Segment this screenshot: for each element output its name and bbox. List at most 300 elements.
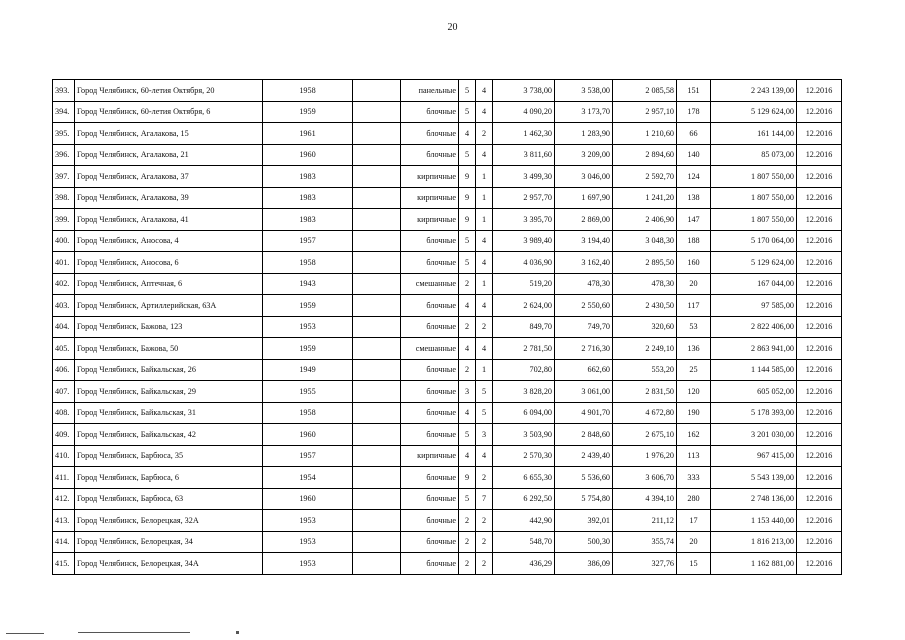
address-cell: Город Челябинск, Агалакова, 15: [75, 123, 263, 145]
area-total-cell: 4 090,20: [493, 101, 555, 123]
area-living-cell: 3 173,70: [555, 101, 613, 123]
date-cell: 12.2016: [797, 101, 842, 123]
cost-cell: 1 816 213,00: [711, 531, 797, 553]
cost-cell: 2 822 406,00: [711, 316, 797, 338]
cost-cell: 2 863 941,00: [711, 338, 797, 360]
year-cell: 1955: [263, 381, 353, 403]
year-cell: 1953: [263, 510, 353, 532]
cost-cell: 85 073,00: [711, 144, 797, 166]
floors-cell: 4: [459, 123, 476, 145]
entrances-cell: 2: [476, 316, 493, 338]
entrances-cell: 4: [476, 295, 493, 317]
address-cell: Город Челябинск, Агалакова, 39: [75, 187, 263, 209]
table-row: [53, 80, 842, 102]
floors-cell: 9: [459, 209, 476, 231]
area-apartments-cell: 3 048,30: [613, 230, 677, 252]
area-total-cell: 3 738,00: [493, 80, 555, 102]
year-cell: 1959: [263, 101, 353, 123]
material-cell: смешанные: [401, 338, 459, 360]
area-apartments-cell: 211,12: [613, 510, 677, 532]
material-cell: блочные: [401, 359, 459, 381]
row-number: 401.: [53, 252, 75, 274]
cost-cell: 1 162 881,00: [711, 553, 797, 575]
table-row: [53, 553, 842, 575]
entrances-cell: 1: [476, 187, 493, 209]
area-total-cell: 3 828,20: [493, 381, 555, 403]
entrances-cell: 7: [476, 488, 493, 510]
date-cell: 12.2016: [797, 80, 842, 102]
cost-cell: 5 129 624,00: [711, 101, 797, 123]
residents-cell: 120: [677, 381, 711, 403]
area-apartments-cell: 2 249,10: [613, 338, 677, 360]
area-total-cell: 519,20: [493, 273, 555, 295]
area-apartments-cell: 2 406,90: [613, 209, 677, 231]
row-number: 397.: [53, 166, 75, 188]
empty-cell: [353, 252, 401, 274]
row-number: 411.: [53, 467, 75, 489]
area-living-cell: 5 754,80: [555, 488, 613, 510]
address-cell: Город Челябинск, Аптечная, 6: [75, 273, 263, 295]
area-apartments-cell: 2 894,60: [613, 144, 677, 166]
area-living-cell: 386,09: [555, 553, 613, 575]
year-cell: 1957: [263, 445, 353, 467]
floors-cell: 5: [459, 144, 476, 166]
floors-cell: 5: [459, 80, 476, 102]
area-living-cell: 2 848,60: [555, 424, 613, 446]
address-cell: Город Челябинск, Байкальская, 29: [75, 381, 263, 403]
table-row: [53, 144, 842, 166]
table-row: [53, 445, 842, 467]
year-cell: 1983: [263, 209, 353, 231]
table-row: [53, 209, 842, 231]
date-cell: 12.2016: [797, 381, 842, 403]
table-row: [53, 316, 842, 338]
address-cell: Город Челябинск, Агалакова, 41: [75, 209, 263, 231]
table-body: [53, 80, 842, 575]
year-cell: 1958: [263, 402, 353, 424]
residents-cell: 20: [677, 531, 711, 553]
floors-cell: 5: [459, 488, 476, 510]
material-cell: блочные: [401, 402, 459, 424]
residents-cell: 117: [677, 295, 711, 317]
cost-cell: 2 243 139,00: [711, 80, 797, 102]
empty-cell: [353, 510, 401, 532]
date-cell: 12.2016: [797, 531, 842, 553]
row-number: 407.: [53, 381, 75, 403]
area-apartments-cell: 3 606,70: [613, 467, 677, 489]
row-number: 409.: [53, 424, 75, 446]
year-cell: 1983: [263, 166, 353, 188]
material-cell: блочные: [401, 295, 459, 317]
address-cell: Город Челябинск, Байкальская, 31: [75, 402, 263, 424]
area-living-cell: 3 046,00: [555, 166, 613, 188]
date-cell: 12.2016: [797, 187, 842, 209]
floors-cell: 2: [459, 359, 476, 381]
address-cell: Город Челябинск, Аносова, 6: [75, 252, 263, 274]
row-number: 406.: [53, 359, 75, 381]
year-cell: 1960: [263, 424, 353, 446]
residents-cell: 124: [677, 166, 711, 188]
material-cell: блочные: [401, 467, 459, 489]
material-cell: блочные: [401, 230, 459, 252]
area-living-cell: 2 716,30: [555, 338, 613, 360]
row-number: 393.: [53, 80, 75, 102]
cost-cell: 1 153 440,00: [711, 510, 797, 532]
cost-cell: 967 415,00: [711, 445, 797, 467]
address-cell: Город Челябинск, Байкальская, 26: [75, 359, 263, 381]
residents-cell: 188: [677, 230, 711, 252]
area-living-cell: 3 194,40: [555, 230, 613, 252]
empty-cell: [353, 531, 401, 553]
address-cell: Город Челябинск, Байкальская, 42: [75, 424, 263, 446]
date-cell: 12.2016: [797, 359, 842, 381]
empty-cell: [353, 273, 401, 295]
residents-cell: 66: [677, 123, 711, 145]
table-row: [53, 338, 842, 360]
date-cell: 12.2016: [797, 467, 842, 489]
residents-cell: 53: [677, 316, 711, 338]
year-cell: 1959: [263, 338, 353, 360]
address-cell: Город Челябинск, Агалакова, 21: [75, 144, 263, 166]
area-living-cell: 1 283,90: [555, 123, 613, 145]
area-total-cell: 702,80: [493, 359, 555, 381]
empty-cell: [353, 488, 401, 510]
material-cell: блочные: [401, 531, 459, 553]
area-apartments-cell: 355,74: [613, 531, 677, 553]
floors-cell: 2: [459, 553, 476, 575]
date-cell: 12.2016: [797, 316, 842, 338]
area-apartments-cell: 4 672,80: [613, 402, 677, 424]
empty-cell: [353, 295, 401, 317]
residents-cell: 138: [677, 187, 711, 209]
row-number: 398.: [53, 187, 75, 209]
entrances-cell: 1: [476, 166, 493, 188]
entrances-cell: 4: [476, 101, 493, 123]
row-number: 403.: [53, 295, 75, 317]
floors-cell: 4: [459, 402, 476, 424]
address-cell: Город Челябинск, Барбюса, 35: [75, 445, 263, 467]
year-cell: 1953: [263, 316, 353, 338]
cost-cell: 2 748 136,00: [711, 488, 797, 510]
cost-cell: 605 052,00: [711, 381, 797, 403]
residents-cell: 162: [677, 424, 711, 446]
area-living-cell: 478,30: [555, 273, 613, 295]
area-living-cell: 3 209,00: [555, 144, 613, 166]
date-cell: 12.2016: [797, 209, 842, 231]
area-total-cell: 442,90: [493, 510, 555, 532]
table-row: [53, 359, 842, 381]
cost-cell: 5 178 393,00: [711, 402, 797, 424]
cost-cell: 1 807 550,00: [711, 166, 797, 188]
floors-cell: 4: [459, 295, 476, 317]
entrances-cell: 4: [476, 338, 493, 360]
area-total-cell: 3 811,60: [493, 144, 555, 166]
date-cell: 12.2016: [797, 123, 842, 145]
cost-cell: 1 807 550,00: [711, 187, 797, 209]
floors-cell: 5: [459, 252, 476, 274]
address-cell: Город Челябинск, Барбюса, 63: [75, 488, 263, 510]
row-number: 395.: [53, 123, 75, 145]
table-row: [53, 187, 842, 209]
year-cell: 1949: [263, 359, 353, 381]
floors-cell: 2: [459, 273, 476, 295]
material-cell: блочные: [401, 553, 459, 575]
scan-edge-marks: [0, 628, 905, 640]
address-cell: Город Челябинск, Белорецкая, 34А: [75, 553, 263, 575]
empty-cell: [353, 402, 401, 424]
residents-cell: 280: [677, 488, 711, 510]
row-number: 404.: [53, 316, 75, 338]
residents-cell: 113: [677, 445, 711, 467]
row-number: 414.: [53, 531, 75, 553]
material-cell: блочные: [401, 381, 459, 403]
material-cell: смешанные: [401, 273, 459, 295]
area-apartments-cell: 478,30: [613, 273, 677, 295]
row-number: 405.: [53, 338, 75, 360]
date-cell: 12.2016: [797, 445, 842, 467]
material-cell: блочные: [401, 123, 459, 145]
area-total-cell: 6 655,30: [493, 467, 555, 489]
residents-cell: 151: [677, 80, 711, 102]
empty-cell: [353, 101, 401, 123]
row-number: 394.: [53, 101, 75, 123]
cost-cell: 5 543 139,00: [711, 467, 797, 489]
floors-cell: 3: [459, 381, 476, 403]
year-cell: 1953: [263, 553, 353, 575]
entrances-cell: 2: [476, 467, 493, 489]
area-apartments-cell: 2 895,50: [613, 252, 677, 274]
residents-cell: 15: [677, 553, 711, 575]
table-row: [53, 510, 842, 532]
row-number: 415.: [53, 553, 75, 575]
year-cell: 1954: [263, 467, 353, 489]
table-row: [53, 123, 842, 145]
floors-cell: 4: [459, 338, 476, 360]
year-cell: 1960: [263, 488, 353, 510]
empty-cell: [353, 209, 401, 231]
area-living-cell: 5 536,60: [555, 467, 613, 489]
table-row: [53, 101, 842, 123]
date-cell: 12.2016: [797, 510, 842, 532]
date-cell: 12.2016: [797, 230, 842, 252]
area-apartments-cell: 2 831,50: [613, 381, 677, 403]
empty-cell: [353, 381, 401, 403]
year-cell: 1961: [263, 123, 353, 145]
cost-cell: 1 807 550,00: [711, 209, 797, 231]
cost-cell: 5 129 624,00: [711, 252, 797, 274]
residents-cell: 136: [677, 338, 711, 360]
table-row: [53, 252, 842, 274]
entrances-cell: 4: [476, 230, 493, 252]
material-cell: кирпичные: [401, 445, 459, 467]
floors-cell: 2: [459, 316, 476, 338]
residents-cell: 178: [677, 101, 711, 123]
area-apartments-cell: 4 394,10: [613, 488, 677, 510]
empty-cell: [353, 424, 401, 446]
entrances-cell: 4: [476, 445, 493, 467]
material-cell: кирпичные: [401, 209, 459, 231]
housing-registry-table: [52, 79, 842, 575]
entrances-cell: 4: [476, 144, 493, 166]
area-living-cell: 2 439,40: [555, 445, 613, 467]
table-row: [53, 381, 842, 403]
area-total-cell: 436,29: [493, 553, 555, 575]
empty-cell: [353, 123, 401, 145]
area-living-cell: 662,60: [555, 359, 613, 381]
table-row: [53, 467, 842, 489]
row-number: 402.: [53, 273, 75, 295]
area-living-cell: 3 061,00: [555, 381, 613, 403]
material-cell: кирпичные: [401, 187, 459, 209]
residents-cell: 140: [677, 144, 711, 166]
cost-cell: 3 201 030,00: [711, 424, 797, 446]
area-total-cell: 548,70: [493, 531, 555, 553]
entrances-cell: 5: [476, 381, 493, 403]
area-total-cell: 1 462,30: [493, 123, 555, 145]
area-total-cell: 2 570,30: [493, 445, 555, 467]
table-row: [53, 166, 842, 188]
area-apartments-cell: 2 085,58: [613, 80, 677, 102]
area-apartments-cell: 320,60: [613, 316, 677, 338]
area-living-cell: 2 550,60: [555, 295, 613, 317]
area-living-cell: 4 901,70: [555, 402, 613, 424]
empty-cell: [353, 144, 401, 166]
date-cell: 12.2016: [797, 338, 842, 360]
area-living-cell: 500,30: [555, 531, 613, 553]
material-cell: панельные: [401, 80, 459, 102]
empty-cell: [353, 467, 401, 489]
address-cell: Город Челябинск, Бажова, 123: [75, 316, 263, 338]
date-cell: 12.2016: [797, 402, 842, 424]
cost-cell: 161 144,00: [711, 123, 797, 145]
cost-cell: 97 585,00: [711, 295, 797, 317]
cost-cell: 5 170 064,00: [711, 230, 797, 252]
residents-cell: 160: [677, 252, 711, 274]
empty-cell: [353, 316, 401, 338]
empty-cell: [353, 338, 401, 360]
address-cell: Город Челябинск, Аносова, 4: [75, 230, 263, 252]
table-row: [53, 531, 842, 553]
cost-cell: 167 044,00: [711, 273, 797, 295]
floors-cell: 5: [459, 424, 476, 446]
area-total-cell: 3 503,90: [493, 424, 555, 446]
area-apartments-cell: 1 210,60: [613, 123, 677, 145]
entrances-cell: 2: [476, 553, 493, 575]
area-total-cell: 3 395,70: [493, 209, 555, 231]
floors-cell: 9: [459, 187, 476, 209]
area-apartments-cell: 2 430,50: [613, 295, 677, 317]
date-cell: 12.2016: [797, 273, 842, 295]
year-cell: 1957: [263, 230, 353, 252]
area-total-cell: 6 094,00: [493, 402, 555, 424]
page-number: 20: [447, 22, 458, 33]
floors-cell: 2: [459, 531, 476, 553]
area-apartments-cell: 2 957,10: [613, 101, 677, 123]
year-cell: 1960: [263, 144, 353, 166]
entrances-cell: 1: [476, 273, 493, 295]
floors-cell: 2: [459, 510, 476, 532]
area-total-cell: 3 499,30: [493, 166, 555, 188]
residents-cell: 20: [677, 273, 711, 295]
area-total-cell: 3 989,40: [493, 230, 555, 252]
year-cell: 1958: [263, 252, 353, 274]
date-cell: 12.2016: [797, 144, 842, 166]
area-living-cell: 1 697,90: [555, 187, 613, 209]
address-cell: Город Челябинск, Барбюса, 6: [75, 467, 263, 489]
area-total-cell: 2 781,50: [493, 338, 555, 360]
area-living-cell: 3 162,40: [555, 252, 613, 274]
floors-cell: 4: [459, 445, 476, 467]
table-row: [53, 424, 842, 446]
address-cell: Город Челябинск, Белорецкая, 32А: [75, 510, 263, 532]
material-cell: блочные: [401, 101, 459, 123]
table-row: [53, 273, 842, 295]
entrances-cell: 2: [476, 531, 493, 553]
material-cell: кирпичные: [401, 166, 459, 188]
address-cell: Город Челябинск, 60-летия Октября, 6: [75, 101, 263, 123]
row-number: 412.: [53, 488, 75, 510]
area-total-cell: 2 624,00: [493, 295, 555, 317]
row-number: 396.: [53, 144, 75, 166]
empty-cell: [353, 553, 401, 575]
area-total-cell: 849,70: [493, 316, 555, 338]
material-cell: блочные: [401, 316, 459, 338]
area-apartments-cell: 2 592,70: [613, 166, 677, 188]
date-cell: 12.2016: [797, 488, 842, 510]
entrances-cell: 4: [476, 252, 493, 274]
material-cell: блочные: [401, 252, 459, 274]
year-cell: 1959: [263, 295, 353, 317]
floors-cell: 9: [459, 166, 476, 188]
area-apartments-cell: 2 675,10: [613, 424, 677, 446]
row-number: 408.: [53, 402, 75, 424]
material-cell: блочные: [401, 144, 459, 166]
residents-cell: 333: [677, 467, 711, 489]
empty-cell: [353, 359, 401, 381]
area-living-cell: 3 538,00: [555, 80, 613, 102]
area-apartments-cell: 1 241,20: [613, 187, 677, 209]
empty-cell: [353, 80, 401, 102]
table-row: [53, 488, 842, 510]
entrances-cell: 5: [476, 402, 493, 424]
floors-cell: 5: [459, 101, 476, 123]
floors-cell: 5: [459, 230, 476, 252]
area-living-cell: 392,01: [555, 510, 613, 532]
row-number: 410.: [53, 445, 75, 467]
residents-cell: 17: [677, 510, 711, 532]
address-cell: Город Челябинск, Агалакова, 37: [75, 166, 263, 188]
cost-cell: 1 144 585,00: [711, 359, 797, 381]
area-living-cell: 749,70: [555, 316, 613, 338]
empty-cell: [353, 445, 401, 467]
area-apartments-cell: 1 976,20: [613, 445, 677, 467]
row-number: 399.: [53, 209, 75, 231]
residents-cell: 147: [677, 209, 711, 231]
area-apartments-cell: 327,76: [613, 553, 677, 575]
residents-cell: 25: [677, 359, 711, 381]
date-cell: 12.2016: [797, 252, 842, 274]
entrances-cell: 4: [476, 80, 493, 102]
row-number: 413.: [53, 510, 75, 532]
area-living-cell: 2 869,00: [555, 209, 613, 231]
date-cell: 12.2016: [797, 553, 842, 575]
floors-cell: 9: [459, 467, 476, 489]
residents-cell: 190: [677, 402, 711, 424]
table-row: [53, 230, 842, 252]
empty-cell: [353, 187, 401, 209]
area-apartments-cell: 553,20: [613, 359, 677, 381]
entrances-cell: 1: [476, 359, 493, 381]
